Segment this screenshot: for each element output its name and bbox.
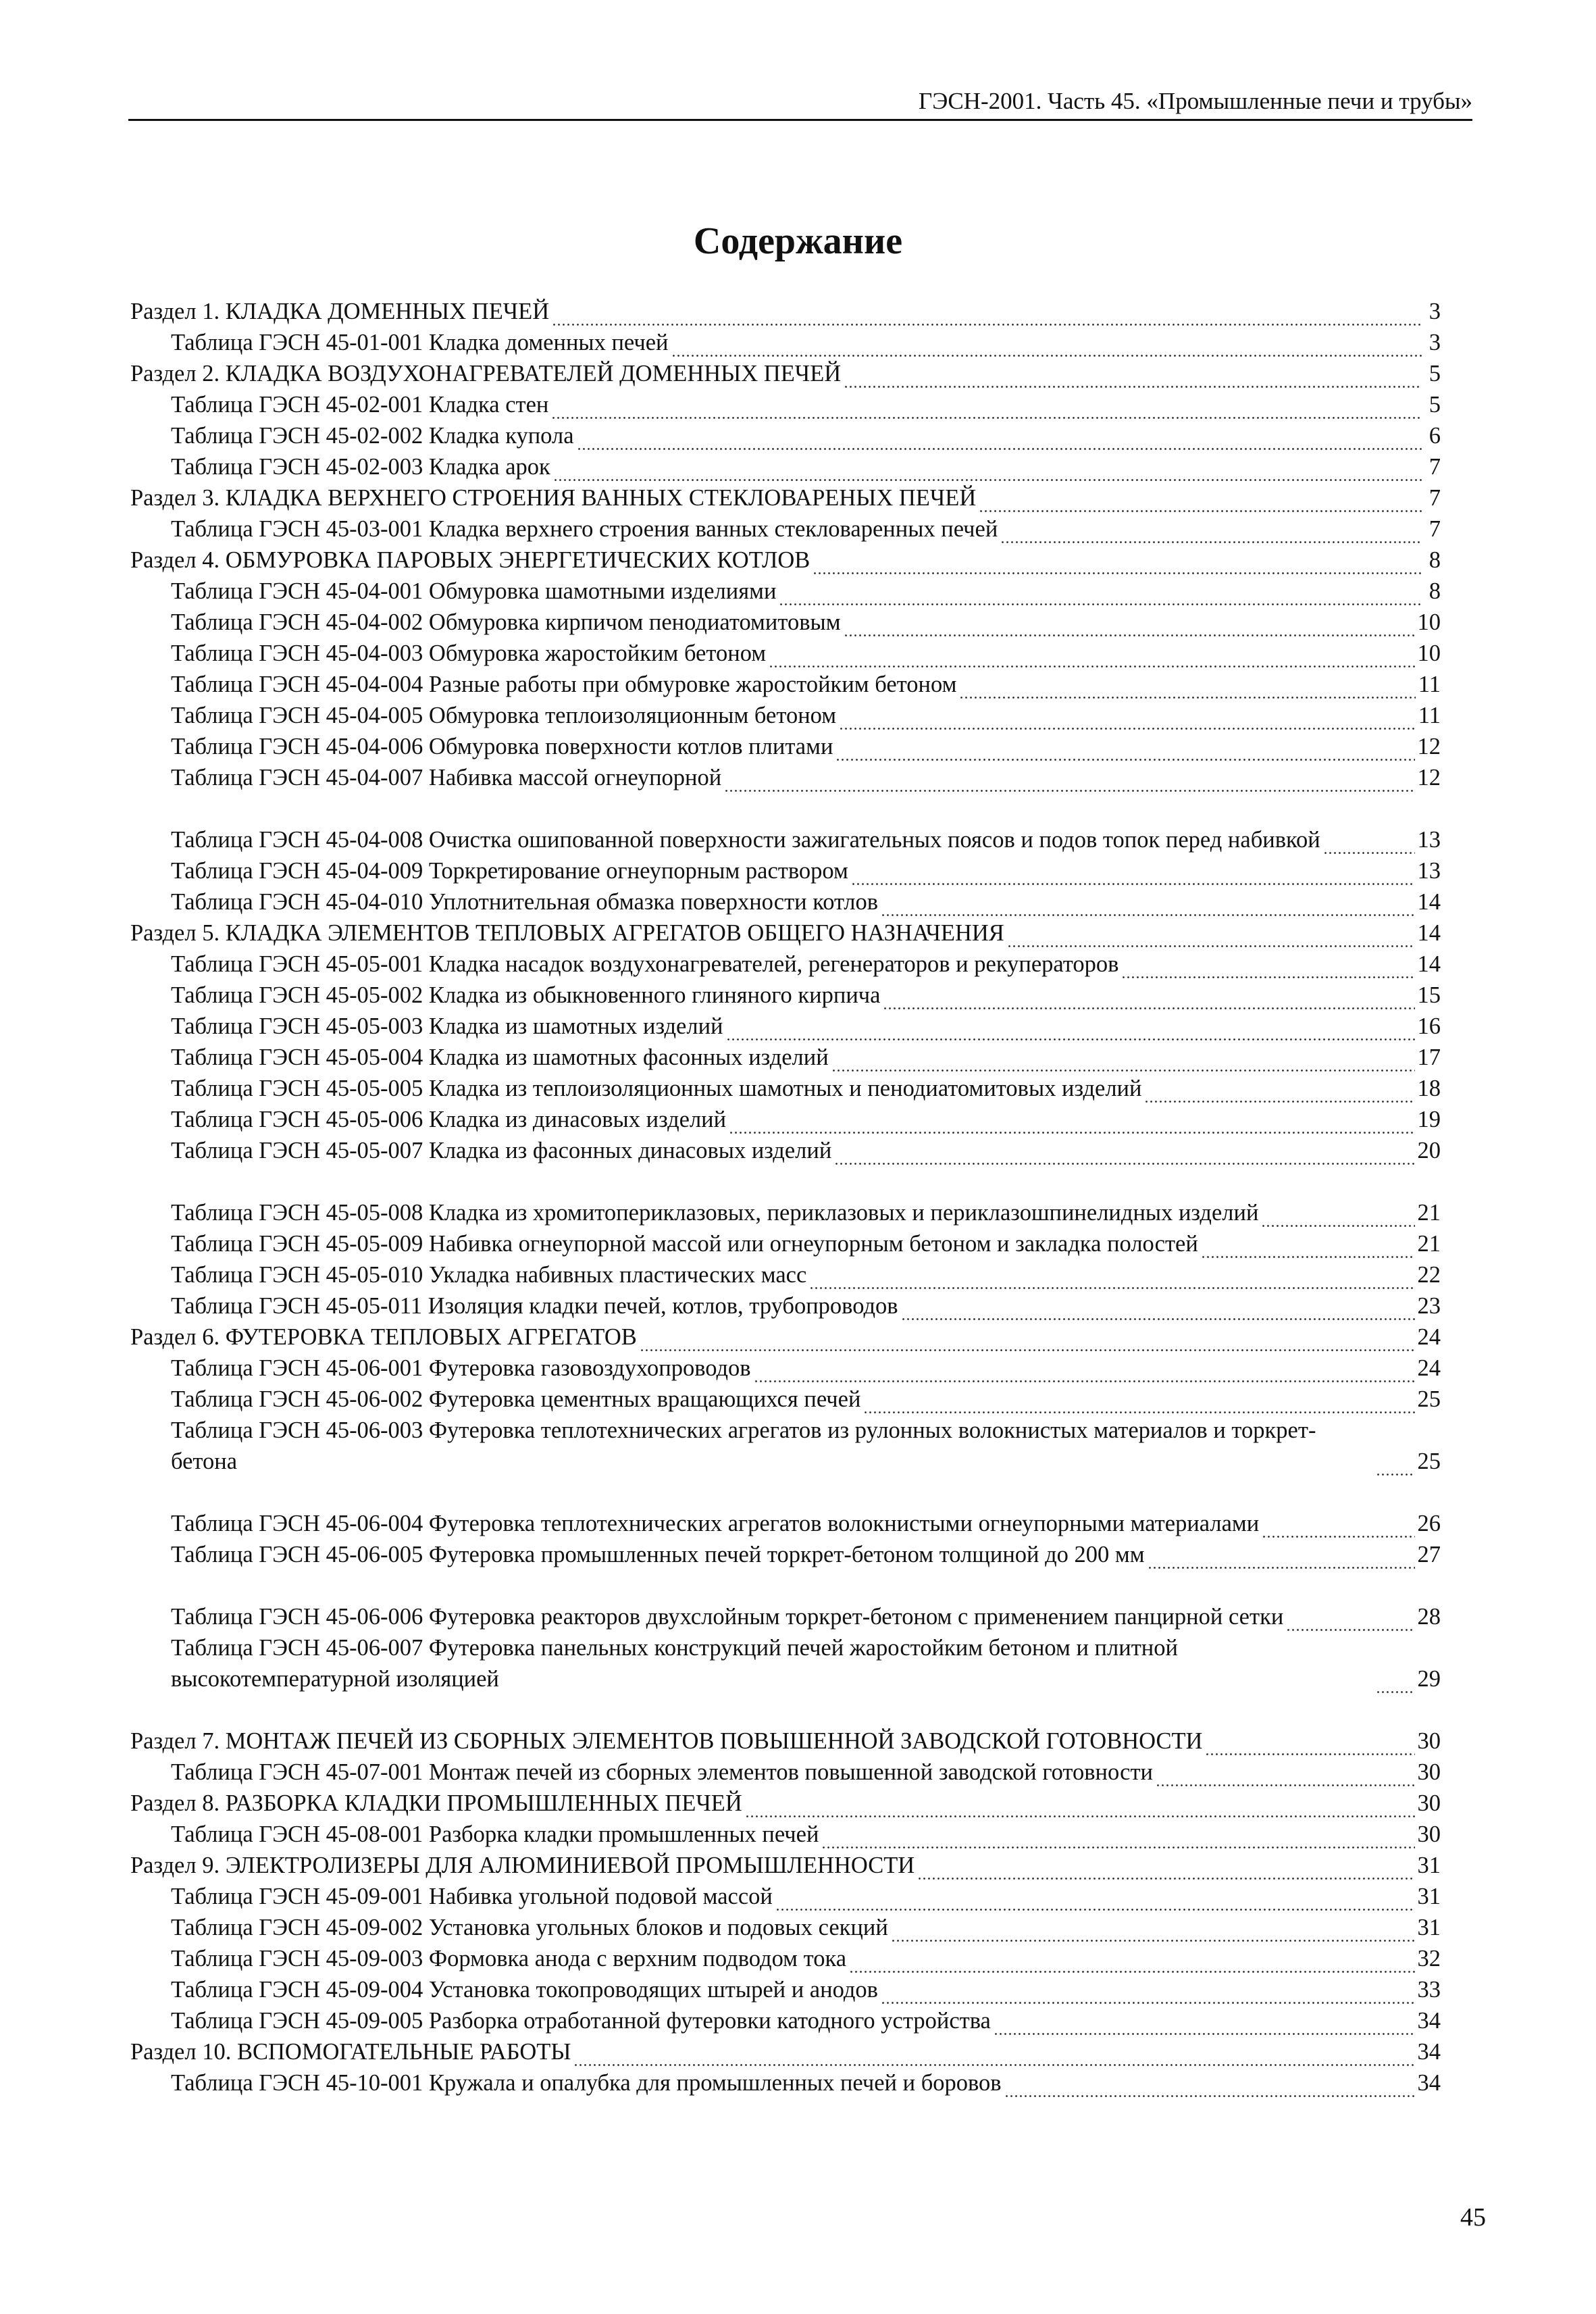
toc-section-entry[interactable] [130,1788,1441,1819]
toc-page-number: 28 [1417,1604,1441,1630]
toc-table-entry[interactable] [130,1570,1441,1632]
toc-page-number: 24 [1417,1324,1441,1350]
toc-page-number: 8 [1428,578,1441,604]
toc-page-number: 30 [1417,1821,1441,1847]
dot-leader [1201,1238,1415,1259]
toc-entry-title: Таблица ГЭСН 45-04-001 Обмуровка шамотными изделиями [171,578,777,604]
dot-leader [809,1269,1414,1290]
dot-leader [883,990,1414,1011]
dot-leader [724,772,1414,793]
toc-entry-title: Таблица ГЭСН 45-09-001 Набивка угольной подовой массой [171,1884,773,1909]
toc-page-number: 18 [1417,1076,1441,1101]
dot-leader [1156,1767,1415,1788]
dot-leader [813,555,1422,576]
toc-table-entry[interactable] [130,1259,1441,1290]
toc-table-entry[interactable] [130,669,1441,700]
toc-entry-title: Таблица ГЭСН 45-06-003 Футеровка теплотехнических агрегатов из рулонных волокнистых материалов и торкрет-бетона [171,1417,1316,1474]
toc-table-entry[interactable] [130,638,1441,669]
toc-page-number: 24 [1417,1355,1441,1381]
toc-page-number: 30 [1417,1790,1441,1816]
toc-table-entry[interactable] [130,731,1441,762]
toc-section-entry[interactable] [130,296,1441,327]
dot-leader [1376,1456,1415,1477]
toc-table-entry[interactable] [130,1632,1441,1694]
toc-entry-title: Таблица ГЭСН 45-05-005 Кладка из теплоизоляционных шамотных и пенодиатомитовых изделий [171,1076,1142,1101]
dot-leader [553,461,1422,482]
dot-leader [959,679,1415,700]
toc-page-number: 3 [1428,299,1441,324]
dot-leader [1144,1083,1414,1104]
toc-table-entry[interactable] [130,1135,1441,1166]
dot-leader [851,865,1415,886]
dot-leader [1376,1674,1415,1694]
toc-entry-title: Таблица ГЭСН 45-08-001 Разборка кладки промышленных печей [171,1821,819,1847]
toc-table-entry[interactable] [130,1042,1441,1073]
dot-leader [671,337,1422,358]
toc-entry-title: Таблица ГЭСН 45-04-004 Разные работы при обмуровке жаростойким бетоном [171,672,957,697]
toc-page-number: 3 [1428,330,1441,355]
toc-page-number: 8 [1428,547,1441,573]
toc-entry-title: Таблица ГЭСН 45-02-002 Кладка купола [171,423,574,449]
dot-leader [917,1860,1414,1881]
toc-entry-title: Таблица ГЭСН 45-04-005 Обмуровка теплоизоляционным бетоном [171,703,837,728]
toc-entry-title: Таблица ГЭСН 45-03-001 Кладка верхнего строения ванных стекловаренных печей [171,516,998,542]
toc-page-number: 13 [1417,858,1441,884]
toc-entry-title: Раздел 5. КЛАДКА ЭЛЕМЕНТОВ ТЕПЛОВЫХ АГРЕГАТОВ ОБЩЕГО НАЗНАЧЕНИЯ [130,920,1004,946]
dot-leader [834,1145,1414,1166]
dot-leader [839,710,1416,731]
toc-table-entry[interactable] [130,1881,1441,1912]
toc-section-entry[interactable] [130,1322,1441,1353]
toc-page-number: 10 [1417,640,1441,666]
dot-leader [551,399,1422,420]
toc-entry-title: Раздел 4. ОБМУРОВКА ПАРОВЫХ ЭНЕРГЕТИЧЕСКИХ КОТЛОВ [130,547,810,573]
toc-table-entry[interactable] [130,1415,1441,1477]
toc-entry-title: Таблица ГЭСН 45-05-007 Кладка из фасонных динасовых изделий [171,1138,832,1163]
dot-leader [1262,1518,1414,1539]
toc-page-number: 23 [1417,1293,1441,1319]
dot-leader [745,1798,1415,1819]
toc-entry-title: Таблица ГЭСН 45-04-009 Торкретирование огнеупорным раствором [171,858,848,884]
toc-entry-title: Таблица ГЭСН 45-06-005 Футеровка промышленных печей торкрет-бетоном толщиной до 200 мм [171,1542,1145,1567]
toc-entry-title: Таблица ГЭСН 45-05-008 Кладка из хромитопериклазовых, периклазовых и периклазошпинелидных изделий [171,1200,1259,1226]
toc-entry-title: Таблица ГЭСН 45-05-009 Набивка огнеупорной массой или огнеупорным бетоном и закладка полостей [171,1231,1198,1257]
toc-entry-title: Раздел 1. КЛАДКА ДОМЕННЫХ ПЕЧЕЙ [130,299,550,324]
toc-page-number: 7 [1428,485,1441,511]
toc-table-entry[interactable] [130,1974,1441,2005]
toc-table-entry[interactable] [130,855,1441,886]
toc-entry-title: Таблица ГЭСН 45-07-001 Монтаж печей из сборных элементов повышенной заводской готовности [171,1759,1153,1785]
toc-entry-title: Таблица ГЭСН 45-09-003 Формовка анода с верхним подводом тока [171,1946,847,1971]
toc-entry-title: Таблица ГЭСН 45-05-002 Кладка из обыкновенного глиняного кирпича [171,982,881,1008]
toc-entry-title: Таблица ГЭСН 45-04-006 Обмуровка поверхности котлов плитами [171,734,833,759]
toc-section-entry[interactable] [130,1850,1441,1881]
toc-entry-title: Таблица ГЭСН 45-02-003 Кладка арок [171,454,550,480]
toc-entry-title: Таблица ГЭСН 45-05-006 Кладка из динасовых изделий [171,1107,727,1132]
toc-entry-title: Таблица ГЭСН 45-01-001 Кладка доменных печей [171,330,669,355]
toc-entry-title: Раздел 2. КЛАДКА ВОЗДУХОНАГРЕВАТЕЛЕЙ ДОМЕННЫХ ПЕЧЕЙ [130,361,842,386]
dot-leader [891,1922,1415,1943]
toc-page-number: 34 [1417,2070,1441,2096]
toc-page-number: 25 [1417,1449,1441,1474]
toc-page-number: 11 [1418,703,1441,728]
toc-page-number: 31 [1417,1853,1441,1878]
toc-entry-title: Раздел 7. МОНТАЖ ПЕЧЕЙ ИЗ СБОРНЫХ ЭЛЕМЕНТОВ ПОВЫШЕННОЙ ЗАВОДСКОЙ ГОТОВНОСТИ [130,1728,1203,1754]
dot-leader [1007,928,1415,949]
toc-table-entry[interactable] [130,1228,1441,1259]
toc-page-number: 31 [1417,1915,1441,1940]
dot-leader [1004,2078,1415,2098]
dot-leader [1286,1611,1414,1632]
dot-leader [1323,834,1415,855]
dot-leader [729,1114,1414,1135]
dot-leader [1121,959,1414,980]
toc-table-entry[interactable] [130,607,1441,638]
toc-table-entry[interactable] [130,1384,1441,1415]
dot-leader [881,1984,1415,2005]
toc-section-entry[interactable] [130,358,1441,389]
toc-table-entry[interactable] [130,700,1441,731]
dot-leader [726,1021,1415,1042]
toc-section-entry[interactable] [130,545,1441,576]
toc-table-entry[interactable] [130,2067,1441,2098]
toc-page-number: 26 [1417,1511,1441,1536]
toc-table-entry[interactable] [130,1353,1441,1384]
toc-entry-title: Таблица ГЭСН 45-06-007 Футеровка панельных конструкций печей жаростойким бетоном и плитной высокотемпературной изоляцией [171,1635,1178,1692]
toc-table-entry[interactable] [130,389,1441,420]
toc-entry-title: Таблица ГЭСН 45-04-010 Уплотнительная обмазка поверхности котлов [171,889,879,915]
toc-entry-title: Таблица ГЭСН 45-06-006 Футеровка реакторов двухслойным торкрет-бетоном с применением панцирной сетки [171,1604,1284,1630]
dot-leader [754,1363,1415,1384]
dot-leader [640,1332,1415,1353]
dot-leader [552,306,1422,327]
toc-entry-title: Таблица ГЭСН 45-05-011 Изоляция кладки печей, котлов, трубопроводов [171,1293,898,1319]
dot-leader [577,430,1422,451]
toc-page-number: 12 [1417,734,1441,759]
toc-table-entry[interactable] [130,420,1441,451]
toc-page-number: 20 [1417,1138,1441,1163]
toc-entry-title: Таблица ГЭСН 45-06-004 Футеровка теплотехнических агрегатов волокнистыми огнеупорными материалами [171,1511,1260,1536]
toc-entry-title: Таблица ГЭСН 45-05-003 Кладка из шамотных изделий [171,1013,723,1039]
toc-table-entry[interactable] [130,1073,1441,1104]
toc-entry-title: Таблица ГЭСН 45-06-002 Футеровка цементных вращающихся печей [171,1386,861,1412]
toc-entry-title: Таблица ГЭСН 45-04-007 Набивка массой огнеупорной [171,765,722,790]
dot-leader [863,1394,1414,1415]
toc-entry-title: Раздел 8. РАЗБОРКА КЛАДКИ ПРОМЫШЛЕННЫХ ПЕЧЕЙ [130,1790,742,1816]
toc-page-number: 7 [1428,454,1441,480]
toc-page-number: 15 [1417,982,1441,1008]
table-of-contents [130,296,1441,2098]
dot-leader [901,1301,1415,1322]
toc-entry-title: Таблица ГЭСН 45-04-008 Очистка ошипованной поверхности зажигательных поясов и подов топок перед набивкой [171,827,1320,853]
toc-page-number: 5 [1428,361,1441,386]
toc-page-number: 30 [1417,1759,1441,1785]
toc-table-entry[interactable] [130,886,1441,917]
toc-entry-title: Раздел 3. КЛАДКА ВЕРХНЕГО СТРОЕНИЯ ВАННЫХ СТЕКЛОВАРЕНЫХ ПЕЧЕЙ [130,485,977,511]
dot-leader [779,586,1422,607]
toc-table-entry[interactable] [130,1290,1441,1322]
toc-table-entry[interactable] [130,1757,1441,1788]
toc-page-number: 21 [1417,1200,1441,1226]
toc-table-entry[interactable] [130,2005,1441,2036]
dot-leader [844,617,1415,638]
toc-table-entry[interactable] [130,1166,1441,1228]
toc-page-number: 34 [1417,2008,1441,2034]
toc-section-entry[interactable] [130,482,1441,513]
toc-page-number: 30 [1417,1728,1441,1754]
toc-table-entry[interactable] [130,1943,1441,1974]
dot-leader [849,1953,1414,1974]
running-header: ГЭСН-2001. Часть 45. «Промышленные печи и трубы» [128,86,1472,121]
toc-entry-title: Таблица ГЭСН 45-05-010 Укладка набивных пластических масс [171,1262,807,1288]
page-title: Содержание [693,220,903,262]
toc-page-number: 11 [1418,672,1441,697]
toc-page-number: 6 [1428,423,1441,449]
toc-page-number: 14 [1417,920,1441,946]
toc-table-entry[interactable] [130,1539,1441,1570]
dot-leader [775,1891,1415,1912]
toc-page-number: 7 [1428,516,1441,542]
toc-table-entry[interactable] [130,576,1441,607]
toc-table-entry[interactable] [130,513,1441,545]
toc-page-number: 34 [1417,2039,1441,2065]
toc-page-number: 16 [1417,1013,1441,1039]
toc-entry-title: Таблица ГЭСН 45-06-001 Футеровка газовоздухопроводов [171,1355,751,1381]
toc-entry-title: Раздел 9. ЭЛЕКТРОЛИЗЕРЫ ДЛЯ АЛЮМИНИЕВОЙ ПРОМЫШЛЕННОСТИ [130,1853,915,1878]
toc-entry-title: Таблица ГЭСН 45-05-001 Кладка насадок воздухонагревателей, регенераторов и рекуператоров [171,951,1119,977]
toc-page-number: 13 [1417,827,1441,853]
toc-entry-title: Таблица ГЭСН 45-05-004 Кладка из шамотных фасонных изделий [171,1045,829,1070]
toc-entry-title: Таблица ГЭСН 45-02-001 Кладка стен [171,392,549,418]
toc-entry-title: Таблица ГЭСН 45-09-002 Установка угольных блоков и подовых секций [171,1915,888,1940]
toc-entry-title: Таблица ГЭСН 45-04-003 Обмуровка жаростойким бетоном [171,640,767,666]
toc-entry-title: Таблица ГЭСН 45-09-004 Установка токопроводящих штырей и анодов [171,1977,878,2003]
toc-entry-title: Раздел 6. ФУТЕРОВКА ТЕПЛОВЫХ АГРЕГАТОВ [130,1324,637,1350]
toc-table-entry[interactable] [130,1011,1441,1042]
dot-leader [1261,1207,1414,1228]
dot-leader [573,2046,1414,2067]
toc-page-number: 10 [1417,609,1441,635]
toc-table-entry[interactable] [130,949,1441,980]
dot-leader [1000,524,1422,545]
dot-leader [835,741,1414,762]
toc-page-number: 33 [1417,1977,1441,2003]
toc-table-entry[interactable] [130,762,1441,793]
toc-entry-title: Таблица ГЭСН 45-04-002 Обмуровка кирпичом пенодиатомитовым [171,609,841,635]
dot-leader [831,1052,1415,1073]
toc-page-number: 29 [1417,1666,1441,1692]
toc-table-entry[interactable] [130,793,1441,855]
dot-leader [1148,1549,1415,1570]
dot-leader [994,2015,1415,2036]
dot-leader [1205,1736,1414,1757]
toc-page-number: 17 [1417,1045,1441,1070]
toc-section-entry[interactable] [130,2036,1441,2067]
toc-page-number: 22 [1417,1262,1441,1288]
toc-page-number: 19 [1417,1107,1441,1132]
toc-section-entry[interactable] [130,1694,1441,1757]
toc-page-number: 32 [1417,1946,1441,1971]
toc-table-entry[interactable] [130,980,1441,1011]
dot-leader [844,368,1422,389]
toc-entry-title: Таблица ГЭСН 45-10-001 Кружала и опалубка для промышленных печей и боровов [171,2070,1002,2096]
toc-page-number: 14 [1417,951,1441,977]
toc-page-number: 12 [1417,765,1441,790]
toc-table-entry[interactable] [130,1819,1441,1850]
dot-leader [769,648,1414,669]
dot-leader [979,493,1422,513]
toc-page-number: 25 [1417,1386,1441,1412]
toc-entry-title: Таблица ГЭСН 45-09-005 Разборка отработанной футеровки катодного устройства [171,2008,991,2034]
toc-page-number: 31 [1417,1884,1441,1909]
toc-page-number: 27 [1417,1542,1441,1567]
toc-page-number: 14 [1417,889,1441,915]
dot-leader [881,897,1414,917]
dot-leader [821,1829,1414,1850]
toc-table-entry[interactable] [130,1104,1441,1135]
page-number: 45 [1460,2203,1486,2232]
toc-section-entry[interactable] [130,917,1441,949]
toc-table-entry[interactable] [130,451,1441,482]
toc-page-number: 21 [1417,1231,1441,1257]
toc-page-number: 5 [1428,392,1441,418]
toc-table-entry[interactable] [130,1912,1441,1943]
toc-table-entry[interactable] [130,327,1441,358]
toc-entry-title: Раздел 10. ВСПОМОГАТЕЛЬНЫЕ РАБОТЫ [130,2039,571,2065]
toc-table-entry[interactable] [130,1477,1441,1539]
